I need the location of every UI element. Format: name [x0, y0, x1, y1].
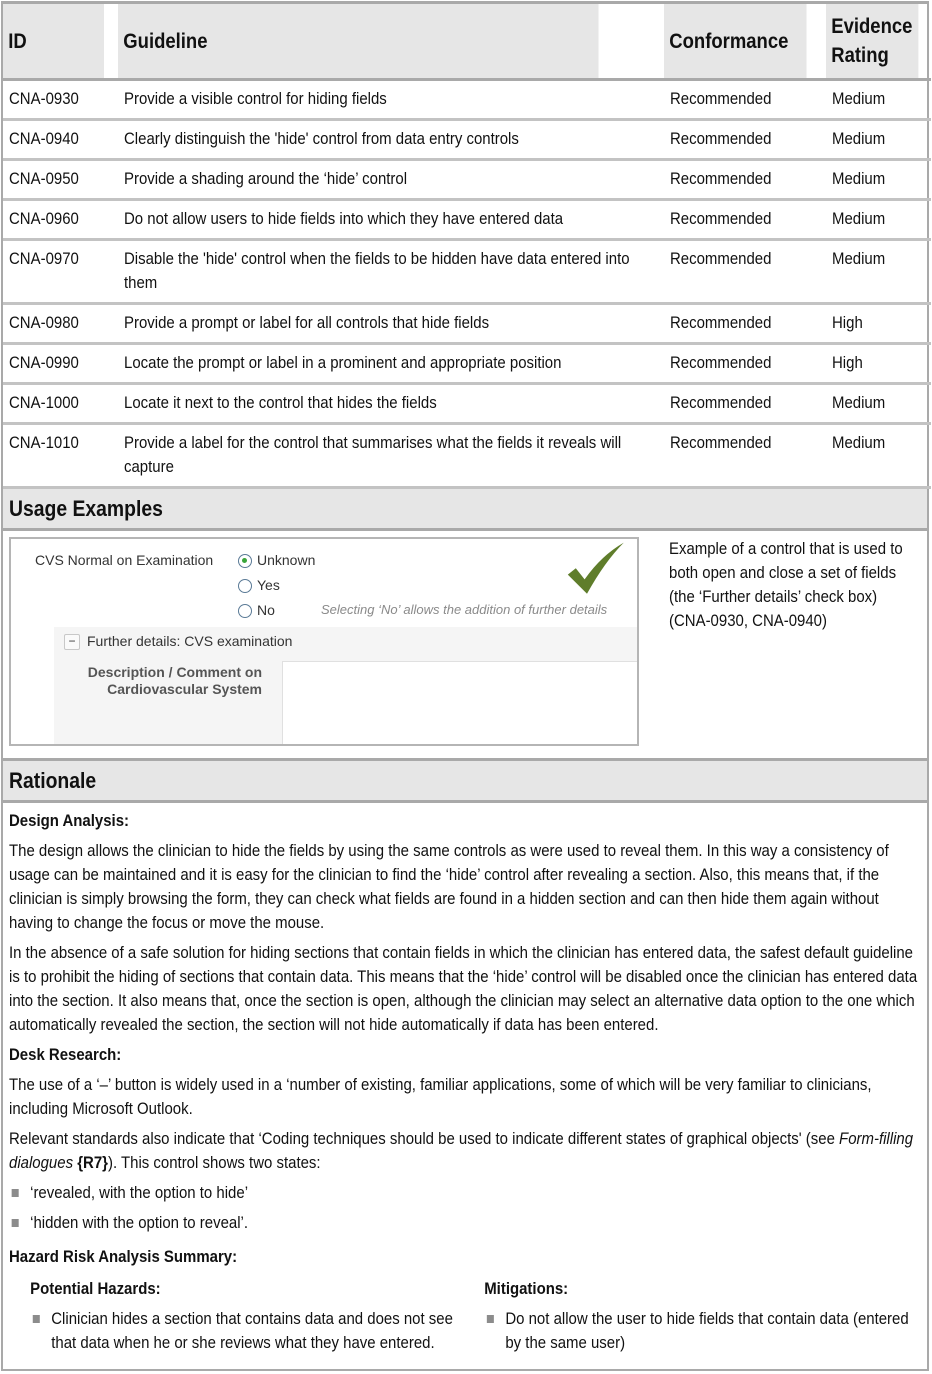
- desk-research-title: Desk Research:: [9, 1045, 122, 1064]
- table-header-row: [3, 4, 931, 80]
- cell-guideline: [118, 384, 664, 424]
- cell-evidence-rating-text: High: [832, 313, 863, 332]
- cell-id-text: CNA-0960: [9, 209, 79, 228]
- desk-research-p2-start: Relevant standards also indicate that ‘Coding techniques should be used to indicate different states of graphical objects' (see: [9, 1129, 840, 1148]
- list-item: [9, 1181, 921, 1205]
- radio-unknown[interactable]: [238, 554, 252, 568]
- cell-conformance-text: Recommended: [670, 393, 772, 412]
- cell-guideline-text: Do not allow users to hide fields into which they have entered data: [124, 209, 564, 228]
- hazard-text: Clinician hides a section that contains data and does not see that data when he or she reviews what they have entered.: [51, 1309, 453, 1352]
- design-analysis-paragraph-2: In the absence of a safe solution for hiding sections that contain fields in which the clinician has entered data, the safest default guideline is to prohibit the hiding of sections that contain data. This means that the ‘hide’ control will be disabled once the clinician has entered data into the section. It also means that, once the section is open, although the clinician may select an alternative data option to the one which automatically revealed the section, the section will not hide automatically if data has been entered.: [9, 943, 918, 1034]
- cell-conformance: [664, 240, 826, 304]
- cell-evidence-rating-text: Medium: [832, 169, 886, 188]
- header-guideline: Guideline: [118, 4, 598, 80]
- reference-title: Form-filling dialogues: [9, 1129, 914, 1172]
- cell-guideline-text: Disable the 'hide' control when the fields to be hidden have data entered into them: [124, 249, 630, 292]
- cell-id: [3, 200, 118, 240]
- table-row: [3, 80, 931, 120]
- bullet-icon: [487, 1315, 494, 1323]
- textarea-label-line1: Description / Comment on: [87, 664, 262, 680]
- mitigations-column: [465, 1277, 921, 1361]
- hazard-item: [30, 1307, 465, 1355]
- cell-guideline: [118, 80, 664, 120]
- cell-evidence-rating-text: Medium: [832, 209, 886, 228]
- cell-evidence-rating: [826, 240, 931, 304]
- table-row: [3, 120, 931, 160]
- cell-id: [3, 160, 118, 200]
- table-row: [3, 344, 931, 384]
- table-row: [3, 200, 931, 240]
- cell-id-text: CNA-0970: [9, 249, 79, 268]
- rationale-body: [3, 803, 927, 1369]
- guideline-table: [3, 4, 931, 489]
- cell-conformance-text: Recommended: [670, 89, 772, 108]
- cell-guideline-text: Provide a label for the control that summarises what the fields it reveals will capture: [124, 433, 622, 476]
- desk-research-paragraph-2: [9, 1127, 921, 1175]
- list-item: [9, 1211, 921, 1235]
- reference-code: {R7}: [77, 1153, 108, 1172]
- cell-conformance: [664, 120, 826, 160]
- cell-evidence-rating: [826, 160, 931, 200]
- cvs-field-label: CVS Normal on Examination: [35, 552, 214, 568]
- cell-guideline: [118, 344, 664, 384]
- collapse-button[interactable]: −: [64, 634, 80, 650]
- cell-evidence-rating: [826, 120, 931, 160]
- cell-conformance: [664, 160, 826, 200]
- bullet-icon: [12, 1219, 19, 1227]
- checkmark-icon: [559, 541, 631, 597]
- usage-examples-heading: [3, 489, 927, 531]
- cell-id: [3, 80, 118, 120]
- cell-guideline: [118, 200, 664, 240]
- cell-guideline: [118, 304, 664, 344]
- table-row: [3, 304, 931, 344]
- rationale-title: Rationale: [9, 767, 97, 793]
- header-id: ID: [3, 4, 104, 80]
- cell-id-text: CNA-0940: [9, 129, 79, 148]
- states-list: [9, 1181, 921, 1235]
- cell-evidence-rating-text: Medium: [832, 393, 886, 412]
- cell-evidence-rating: [826, 304, 931, 344]
- table-row: [3, 384, 931, 424]
- state-hidden: ‘hidden with the option to reveal’.: [30, 1213, 249, 1232]
- cell-evidence-rating: [826, 424, 931, 488]
- radio-no-label: No: [257, 602, 275, 618]
- cell-evidence-rating: [826, 384, 931, 424]
- cell-guideline-text: Clearly distinguish the 'hide' control from data entry controls: [124, 129, 519, 148]
- hazard-summary-title: Hazard Risk Analysis Summary:: [9, 1247, 238, 1266]
- usage-description-text: Example of a control that is used to both open and close a set of fields (the ‘Further details’ check box) (CNA-0930, CNA-0940): [669, 539, 903, 630]
- usage-example-section: [3, 531, 927, 761]
- textarea-label-line2: Cardiovascular System: [107, 681, 262, 697]
- usage-example-description: [663, 531, 927, 758]
- design-analysis-paragraph-1: The design allows the clinician to hide the fields by using the same controls as were used to reveal them. In this way a consistency of usage can be maintained and it is easy for the clinician to find the ‘hide’ control after revealing a section. Also, this means that, if the clinician is simply browsing the form, they can check what fields are found in a hidden section and can then hide them again without having to change the focus or move the mouse.: [9, 841, 889, 932]
- header-evidence-line1: Evidence: [831, 15, 913, 38]
- radio-no[interactable]: [238, 604, 252, 618]
- state-revealed: ‘revealed, with the option to hide’: [30, 1183, 249, 1202]
- cell-evidence-rating: [826, 344, 931, 384]
- cell-conformance: [664, 304, 826, 344]
- usage-examples-title: Usage Examples: [9, 495, 163, 521]
- design-analysis-title: Design Analysis:: [9, 811, 129, 830]
- cell-guideline: [118, 424, 664, 488]
- table-row: [3, 160, 931, 200]
- cell-conformance-text: Recommended: [670, 353, 772, 372]
- cell-id-text: CNA-0930: [9, 89, 79, 108]
- cell-id-text: CNA-0980: [9, 313, 79, 332]
- radio-yes-label: Yes: [257, 577, 280, 593]
- cell-id-text: CNA-0990: [9, 353, 79, 372]
- example-form: [9, 537, 639, 746]
- desk-research-p2-end: ). This control shows two states:: [107, 1153, 321, 1172]
- header-evidence-rating: [826, 4, 918, 80]
- cell-guideline-text: Provide a visible control for hiding fields: [124, 89, 387, 108]
- cell-conformance-text: Recommended: [670, 209, 772, 228]
- cell-evidence-rating-text: Medium: [832, 433, 886, 452]
- cvs-comment-textarea[interactable]: [282, 661, 639, 746]
- radio-unknown-label: Unknown: [257, 552, 316, 568]
- example-screenshot: [3, 531, 663, 758]
- cell-evidence-rating-text: Medium: [832, 89, 886, 108]
- radio-yes[interactable]: [238, 579, 252, 593]
- bullet-icon: [12, 1189, 19, 1197]
- cell-id-text: CNA-0950: [9, 169, 79, 188]
- cell-evidence-rating-text: Medium: [832, 249, 886, 268]
- cell-conformance: [664, 384, 826, 424]
- mitigation-item: [484, 1307, 920, 1355]
- cell-guideline: [118, 160, 664, 200]
- cell-conformance-text: Recommended: [670, 433, 772, 452]
- cell-id: [3, 344, 118, 384]
- header-evidence-line2: Rating: [831, 44, 889, 67]
- cell-conformance-text: Recommended: [670, 313, 772, 332]
- cell-id: [3, 424, 118, 488]
- mitigation-text: Do not allow the user to hide fields that contain data (entered by the same user): [505, 1309, 909, 1352]
- cell-conformance: [664, 424, 826, 488]
- cell-conformance: [664, 200, 826, 240]
- cell-conformance: [664, 80, 826, 120]
- hazards-column: [9, 1277, 465, 1361]
- cell-id: [3, 120, 118, 160]
- rationale-heading: [3, 761, 927, 803]
- desk-research-paragraph-1: The use of a ‘–’ button is widely used in a ‘number of existing, familiar applications, some of which will be very familiar to clinicians, including Microsoft Outlook.: [9, 1075, 872, 1118]
- cell-id: [3, 304, 118, 344]
- cell-guideline: [118, 240, 664, 304]
- cell-evidence-rating: [826, 80, 931, 120]
- table-row: [3, 424, 931, 488]
- cell-guideline-text: Provide a prompt or label for all controls that hide fields: [124, 313, 490, 332]
- header-conformance: Conformance: [664, 4, 807, 80]
- bullet-icon: [33, 1315, 40, 1323]
- hazard-columns: [9, 1277, 921, 1361]
- further-details-label: Further details: CVS examination: [87, 633, 293, 649]
- cell-id: [3, 384, 118, 424]
- cell-id-text: CNA-1000: [9, 393, 79, 412]
- guideline-document: [1, 1, 929, 1371]
- cell-guideline-text: Provide a shading around the ‘hide’ control: [124, 169, 408, 188]
- cell-conformance-text: Recommended: [670, 249, 772, 268]
- mitigations-title: Mitigations:: [484, 1279, 569, 1298]
- cell-evidence-rating-text: Medium: [832, 129, 886, 148]
- cell-conformance-text: Recommended: [670, 129, 772, 148]
- hazards-title: Potential Hazards:: [30, 1279, 161, 1298]
- cell-conformance: [664, 344, 826, 384]
- cell-id-text: CNA-1010: [9, 433, 79, 452]
- cell-guideline-text: Locate it next to the control that hides the fields: [124, 393, 437, 412]
- cell-guideline: [118, 120, 664, 160]
- table-row: [3, 240, 931, 304]
- cell-conformance-text: Recommended: [670, 169, 772, 188]
- cell-id: [3, 240, 118, 304]
- cell-guideline-text: Locate the prompt or label in a prominent and appropriate position: [124, 353, 562, 372]
- cell-evidence-rating-text: High: [832, 353, 863, 372]
- cell-evidence-rating: [826, 200, 931, 240]
- no-option-hint: Selecting ‘No’ allows the addition of further details: [321, 602, 608, 617]
